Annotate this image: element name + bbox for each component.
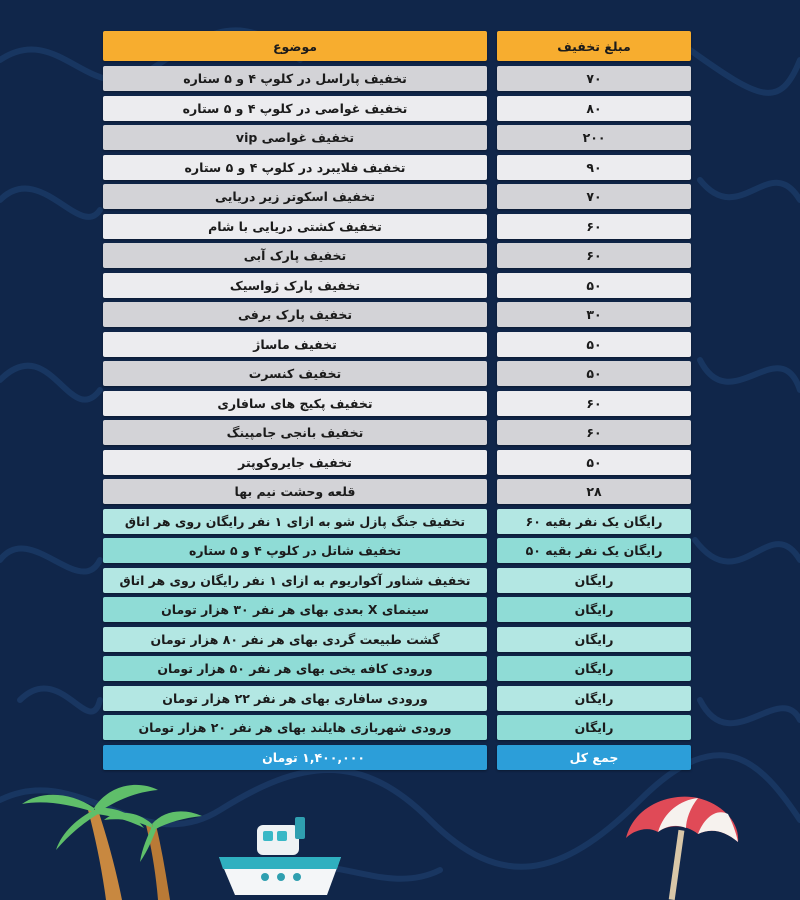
row-amount: ۲۰۰: [497, 125, 691, 150]
row-amount: ۶۰: [497, 243, 691, 268]
row-amount: رایگان یک نفر بقیه ۵۰: [497, 538, 691, 563]
row-amount: ۹۰: [497, 155, 691, 180]
table-row: [103, 420, 691, 445]
table-row: [103, 332, 691, 357]
row-amount: رایگان: [497, 715, 691, 740]
table-row: [103, 656, 691, 681]
table-row: [103, 391, 691, 416]
table-row: [103, 568, 691, 593]
row-amount: ۵۰: [497, 273, 691, 298]
header-subject: موضوع: [103, 31, 487, 61]
row-subject: تخفیف ماساژ: [103, 332, 487, 357]
table-body: [103, 66, 691, 740]
row-subject: تخفیف پارک آبی: [103, 243, 487, 268]
table-row: [103, 214, 691, 239]
table-row: [103, 715, 691, 740]
row-amount: رایگان: [497, 568, 691, 593]
table-row: [103, 686, 691, 711]
row-amount: ۶۰: [497, 214, 691, 239]
row-subject: قلعه وحشت نیم بها: [103, 479, 487, 504]
palm-tree-icon: [18, 770, 208, 900]
total-value: ۱,۴۰۰,۰۰۰ تومان: [103, 745, 487, 770]
table-row: [103, 302, 691, 327]
row-subject: تخفیف غواصی در کلوپ ۴ و ۵ ستاره: [103, 96, 487, 121]
row-subject: ورودی کافه یخی بهای هر نفر ۵۰ هزار تومان: [103, 656, 487, 681]
row-amount: رایگان: [497, 597, 691, 622]
total-label: جمع کل: [497, 745, 691, 770]
row-subject: تخفیف پاراسل در کلوپ ۴ و ۵ ستاره: [103, 66, 487, 91]
table-row: [103, 479, 691, 504]
row-subject: تخفیف اسکوتر زیر دریایی: [103, 184, 487, 209]
row-subject: تخفیف غواصی vip: [103, 125, 487, 150]
row-amount: ۷۰: [497, 184, 691, 209]
table-row: [103, 627, 691, 652]
table-row: [103, 361, 691, 386]
row-amount: رایگان یک نفر بقیه ۶۰: [497, 509, 691, 534]
row-subject: تخفیف شناور آکواریوم به ازای ۱ نفر رایگان روی هر اتاق: [103, 568, 487, 593]
row-subject: گشت طبیعت گردی بهای هر نفر ۸۰ هزار تومان: [103, 627, 487, 652]
table-row: [103, 538, 691, 563]
row-amount: رایگان: [497, 686, 691, 711]
table-header-row: [103, 31, 691, 61]
row-subject: تخفیف کنسرت: [103, 361, 487, 386]
row-subject: ورودی شهربازی هایلند بهای هر نفر ۲۰ هزار تومان: [103, 715, 487, 740]
row-subject: تخفیف پارک برفی: [103, 302, 487, 327]
header-amount: مبلغ تخفیف: [497, 31, 691, 61]
table-row: [103, 509, 691, 534]
boat-icon: [215, 815, 345, 900]
table-row: [103, 96, 691, 121]
row-subject: تخفیف پارک ژواسیک: [103, 273, 487, 298]
row-subject: تخفیف شاتل در کلوپ ۴ و ۵ ستاره: [103, 538, 487, 563]
table-row: [103, 125, 691, 150]
table-row: [103, 184, 691, 209]
table-row: [103, 155, 691, 180]
table-row: [103, 66, 691, 91]
row-subject: تخفیف بانجی جامپینگ: [103, 420, 487, 445]
row-amount: ۵۰: [497, 332, 691, 357]
discount-table: [103, 31, 691, 774]
row-subject: تخفیف کشتی دریایی با شام: [103, 214, 487, 239]
row-amount: ۵۰: [497, 361, 691, 386]
row-amount: رایگان: [497, 627, 691, 652]
row-subject: تخفیف پکیج های سافاری: [103, 391, 487, 416]
row-subject: تخفیف جنگ پازل شو به ازای ۱ نفر رایگان روی هر اتاق: [103, 509, 487, 534]
table-row: [103, 450, 691, 475]
table-row: [103, 273, 691, 298]
row-amount: ۳۰: [497, 302, 691, 327]
row-subject: ورودی سافاری بهای هر نفر ۲۲ هزار تومان: [103, 686, 487, 711]
row-amount: ۵۰: [497, 450, 691, 475]
row-amount: ۷۰: [497, 66, 691, 91]
row-amount: ۸۰: [497, 96, 691, 121]
row-amount: ۲۸: [497, 479, 691, 504]
table-row: [103, 597, 691, 622]
row-subject: سینمای X بعدی بهای هر نفر ۳۰ هزار تومان: [103, 597, 487, 622]
table-row: [103, 243, 691, 268]
row-amount: رایگان: [497, 656, 691, 681]
row-amount: ۶۰: [497, 420, 691, 445]
row-subject: تخفیف جایروکوپتر: [103, 450, 487, 475]
beach-umbrella-icon: [620, 792, 745, 900]
total-row: [103, 745, 691, 770]
row-subject: تخفیف فلایبرد در کلوپ ۴ و ۵ ستاره: [103, 155, 487, 180]
row-amount: ۶۰: [497, 391, 691, 416]
